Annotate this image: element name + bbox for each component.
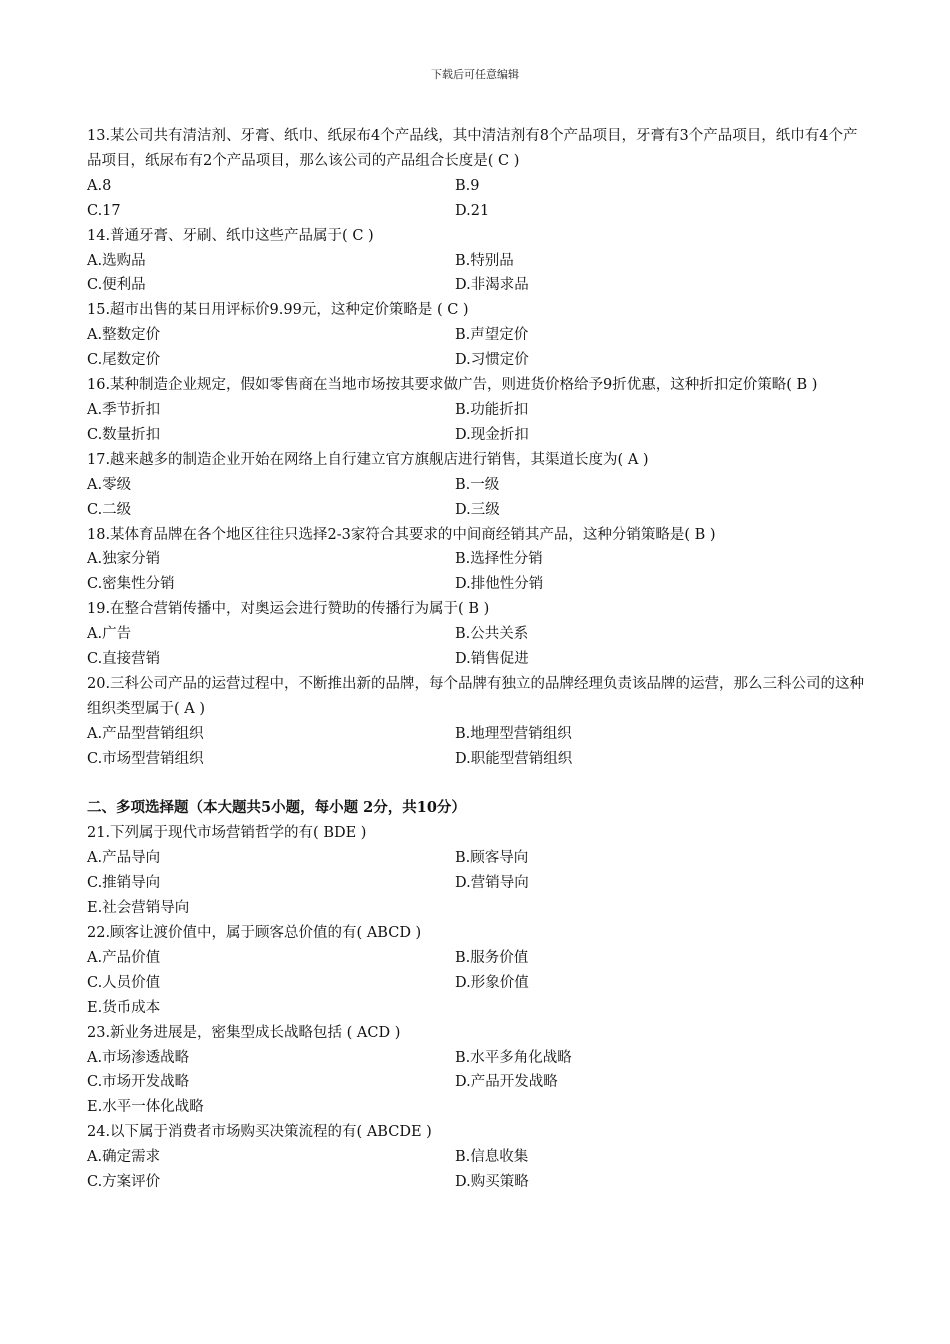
answer-option: B.功能折扣	[455, 401, 529, 418]
answer-option: B.特别品	[455, 252, 514, 269]
answer-option: B.公共关系	[455, 626, 529, 643]
answer-option: C.便利品	[87, 277, 146, 294]
question-text: 23.新业务进展是，密集型成长战略包括 ( ACD )	[87, 1024, 401, 1041]
answer-option: D.产品开发战略	[455, 1074, 558, 1091]
answer-option: B.一级	[455, 476, 500, 493]
options-group	[87, 398, 867, 448]
answer-option: D.非渴求品	[455, 277, 529, 294]
answer-option: B.声望定价	[455, 327, 529, 344]
answer-option: A.季节折扣	[87, 401, 161, 418]
answer-option: C.二级	[87, 501, 132, 518]
answer-option: D.销售促进	[455, 651, 529, 668]
answer-option: B.选择性分销	[455, 551, 543, 568]
answer-option: B.水平多角化战略	[455, 1049, 572, 1066]
question-text: 15.超市出售的某日用评标价9.99元，这种定价策略是 ( C )	[87, 302, 469, 319]
answer-option: A.广告	[87, 626, 132, 643]
options-group	[87, 622, 867, 672]
answer-option: E.水平一体化战略	[87, 1099, 204, 1116]
answer-option: C.密集性分销	[87, 576, 175, 593]
answer-option: C.直接营销	[87, 651, 161, 668]
document-body	[87, 124, 867, 1195]
answer-option: D.21	[455, 202, 490, 219]
page-header: 下载后可任意编辑	[431, 68, 519, 81]
answer-option: B.地理型营销组织	[455, 725, 572, 742]
answer-option: E.社会营销导向	[87, 900, 190, 917]
answer-option: E.货币成本	[87, 999, 161, 1016]
answer-option: C.市场型营销组织	[87, 750, 204, 767]
answer-option: A.整数定价	[87, 327, 161, 344]
options-group	[87, 946, 867, 1021]
answer-option: B.服务价值	[455, 949, 529, 966]
answer-option: C.市场开发战略	[87, 1074, 190, 1091]
answer-option: C.数量折扣	[87, 426, 161, 443]
question-text: 22.顾客让渡价值中，属于顾客总价值的有( ABCD )	[87, 924, 422, 941]
answer-option: A.选购品	[87, 252, 146, 269]
question-text: 18.某体育品牌在各个地区往往只选择2-3家符合其要求的中间商经销其产品，这种分销策略是( B )	[87, 526, 716, 543]
options-group	[87, 1046, 867, 1121]
options-group	[87, 174, 867, 224]
options-group	[87, 722, 867, 772]
options-group	[87, 846, 867, 921]
answer-option: C.尾数定价	[87, 352, 161, 369]
answer-option: B.9	[455, 177, 480, 194]
answer-option: B.顾客导向	[455, 850, 529, 867]
answer-option: C.人员价值	[87, 974, 161, 991]
answer-option: A.8	[87, 177, 112, 194]
options-group	[87, 249, 867, 299]
answer-option: A.零级	[87, 476, 132, 493]
answer-option: A.市场渗透战略	[87, 1049, 190, 1066]
answer-option: D.形象价值	[455, 974, 529, 991]
answer-option: A.产品导向	[87, 850, 161, 867]
answer-option: B.信息收集	[455, 1149, 529, 1166]
answer-option: D.习惯定价	[455, 352, 529, 369]
question-text: 24.以下属于消费者市场购买决策流程的有( ABCDE )	[87, 1124, 432, 1141]
answer-option: D.排他性分销	[455, 576, 544, 593]
answer-option: A.产品型营销组织	[87, 725, 204, 742]
answer-option: D.现金折扣	[455, 426, 529, 443]
answer-option: A.产品价值	[87, 949, 161, 966]
options-group	[87, 473, 867, 523]
section-title: 二、多项选择题（本大题共5小题，每小题 2分，共10分）	[87, 799, 466, 817]
answer-option: C.推销导向	[87, 875, 161, 892]
question-text: 17.越来越多的制造企业开始在网络上自行建立官方旗舰店进行销售，其渠道长度为( A )	[87, 451, 649, 468]
question-text: 21.下列属于现代市场营销哲学的有( BDE )	[87, 825, 367, 842]
options-group	[87, 323, 867, 373]
answer-option: C.方案评价	[87, 1174, 161, 1191]
question-text: 20.三科公司产品的运营过程中，不断推出新的品牌，每个品牌有独立的品牌经理负责该品牌的运营，那么三科公司的这种组织类型属于( A )	[87, 675, 865, 717]
question-text: 16.某种制造企业规定，假如零售商在当地市场按其要求做广告，则进货价格给予9折优惠，这种折扣定价策略( B )	[87, 377, 818, 394]
question-text: 13.某公司共有清洁剂、牙膏、纸巾、纸尿布4个产品线，其中清洁剂有8个产品项目，牙膏有3个产品项目，纸巾有4个产品项目，纸尿布有2个产品项目，那么该公司的产品组合长度是( C )	[87, 128, 858, 169]
answer-option: D.购买策略	[455, 1174, 529, 1191]
answer-option: A.独家分销	[87, 551, 161, 568]
options-group	[87, 547, 867, 597]
question-text: 19.在整合营销传播中，对奥运会进行赞助的传播行为属于( B )	[87, 601, 490, 618]
answer-option: C.17	[87, 202, 121, 219]
answer-option: D.职能型营销组织	[455, 750, 573, 767]
answer-option: D.三级	[455, 501, 500, 518]
answer-option: D.营销导向	[455, 875, 529, 892]
answer-option: A.确定需求	[87, 1149, 161, 1166]
options-group	[87, 1145, 867, 1195]
question-text: 14.普通牙膏、牙刷、纸巾这些产品属于( C )	[87, 227, 374, 244]
